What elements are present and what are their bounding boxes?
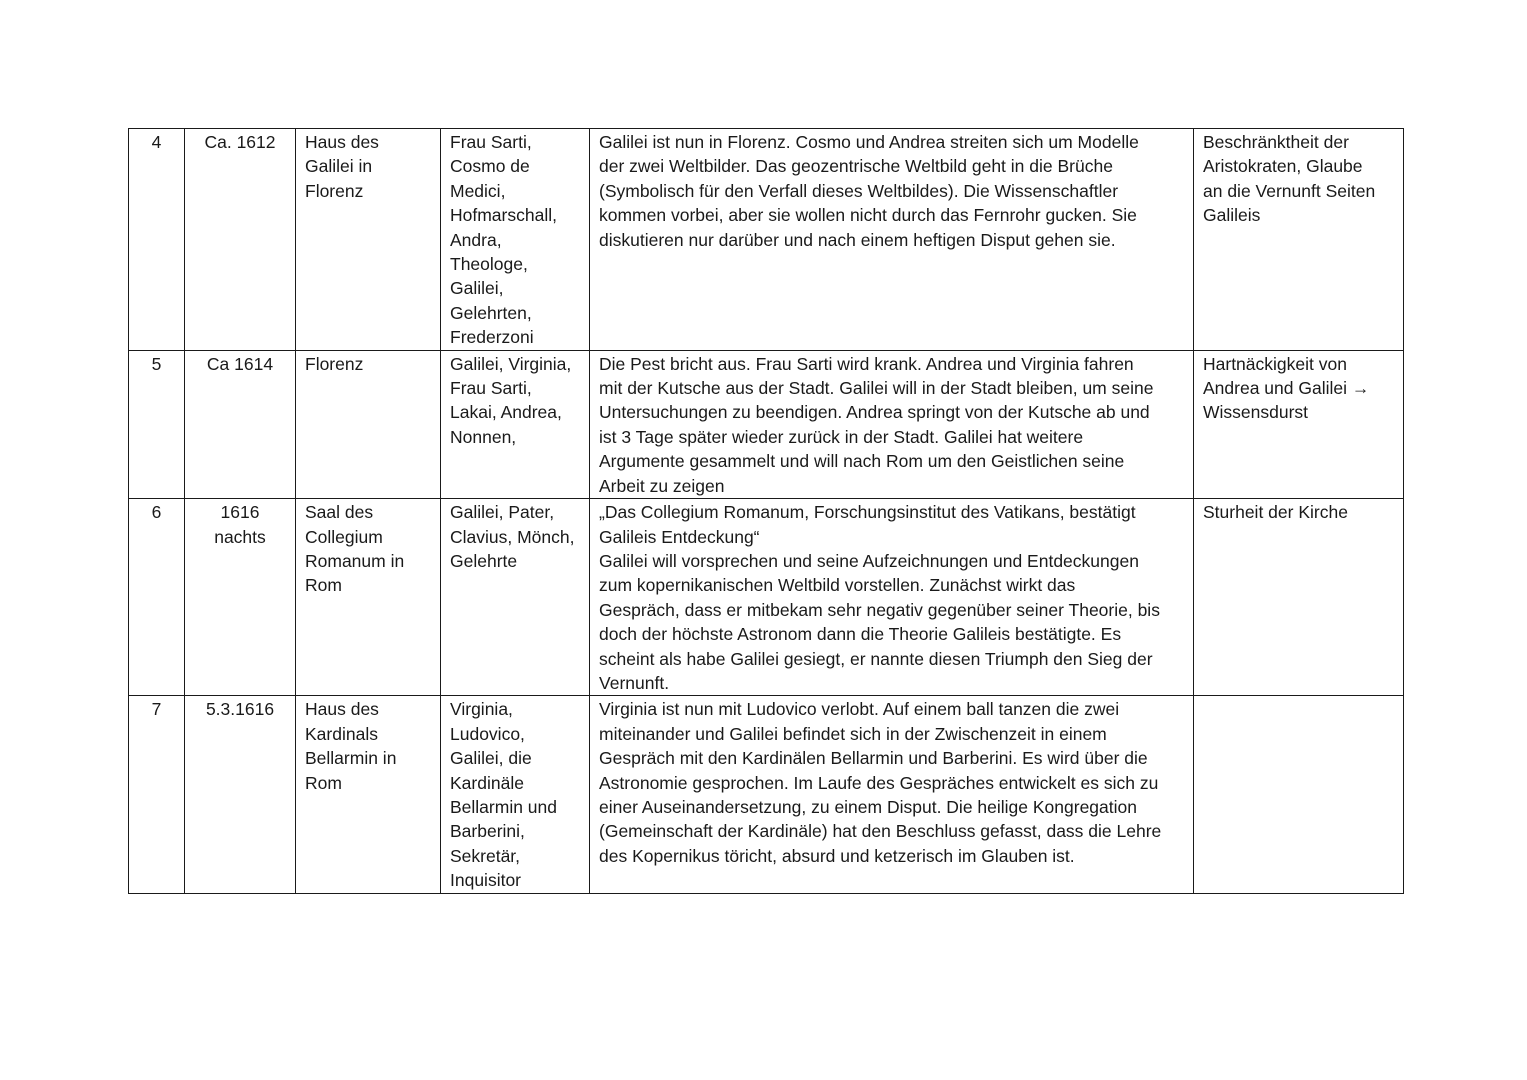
table-row [129, 129, 1404, 351]
theme-cell [1194, 696, 1404, 893]
scene-number-cell: 7 [129, 696, 185, 893]
table-row [129, 350, 1404, 498]
table-row [129, 499, 1404, 696]
content-cell: Die Pest bricht aus. Frau Sarti wird krank. Andrea und Virginia fahren mit der Kutsche aus der Stadt. Galilei will in der Stadt bleiben, um seine Untersuchungen zu beendigen. Andrea springt von der Kutsche ab und ist 3 Tage später wieder zurück in der Stadt. Galilei hat weitere Argumente gesammelt und will nach Rom um den Geistlichen seine Arbeit zu zeigen [590, 350, 1194, 498]
date-cell: Ca. 1612 [185, 129, 296, 351]
theme-cell: Beschränktheit der Aristokraten, Glaube an die Vernunft Seiten Galileis [1194, 129, 1404, 351]
scene-number-cell: 6 [129, 499, 185, 696]
place-cell: Haus des Kardinals Bellarmin in Rom [296, 696, 441, 893]
scene-table [128, 128, 1404, 894]
scene-number-cell: 4 [129, 129, 185, 351]
theme-cell: Hartnäckigkeit von Andrea und Galilei → Wissensdurst [1194, 350, 1404, 498]
scene-number-cell: 5 [129, 350, 185, 498]
content-cell: „Das Collegium Romanum, Forschungsinstitut des Vatikans, bestätigt Galileis Entdeckung“ Galilei will vorsprechen und seine Aufzeichnungen und Entdeckungen zum kopernikanischen Weltbild vorstellen. Zunächst wirkt das Gespräch, dass er mitbekam sehr negativ gegenüber seiner Theorie, bis doch der höchste Astronom dann die Theorie Galileis bestätigte. Es scheint als habe Galilei gesiegt, er nannte diesen Triumph den Sieg der Vernunft. [590, 499, 1194, 696]
content-cell: Galilei ist nun in Florenz. Cosmo und Andrea streiten sich um Modelle der zwei Weltbilder. Das geozentrische Weltbild geht in die Brüche (Symbolisch für den Verfall dieses Weltbildes). Die Wissenschaftler kommen vorbei, aber sie wollen nicht durch das Fernrohr gucken. Sie diskutieren nur darüber und nach einem heftigen Disput gehen sie. [590, 129, 1194, 351]
characters-cell: Galilei, Pater, Clavius, Mönch, Gelehrte [441, 499, 590, 696]
characters-cell: Frau Sarti, Cosmo de Medici, Hofmarschall, Andra, Theologe, Galilei, Gelehrten, Frederzoni [441, 129, 590, 351]
date-cell: 1616 nachts [185, 499, 296, 696]
place-cell: Saal des Collegium Romanum in Rom [296, 499, 441, 696]
theme-cell: Sturheit der Kirche [1194, 499, 1404, 696]
table-row [129, 696, 1404, 893]
date-cell: 5.3.1616 [185, 696, 296, 893]
place-cell: Florenz [296, 350, 441, 498]
date-cell: Ca 1614 [185, 350, 296, 498]
characters-cell: Galilei, Virginia, Frau Sarti, Lakai, Andrea, Nonnen, [441, 350, 590, 498]
characters-cell: Virginia, Ludovico, Galilei, die Kardinäle Bellarmin und Barberini, Sekretär, Inquisitor [441, 696, 590, 893]
place-cell: Haus des Galilei in Florenz [296, 129, 441, 351]
content-cell: Virginia ist nun mit Ludovico verlobt. Auf einem ball tanzen die zwei miteinander und Galilei befindet sich in der Zwischenzeit in einem Gespräch mit den Kardinälen Bellarmin und Barberini. Es wird über die Astronomie gesprochen. Im Laufe des Gespräches entwickelt es sich zu einer Auseinandersetzung, zu einem Disput. Die heilige Kongregation (Gemeinschaft der Kardinäle) hat den Beschluss gefasst, dass die Lehre des Kopernikus töricht, absurd und ketzerisch im Glauben ist. [590, 696, 1194, 893]
